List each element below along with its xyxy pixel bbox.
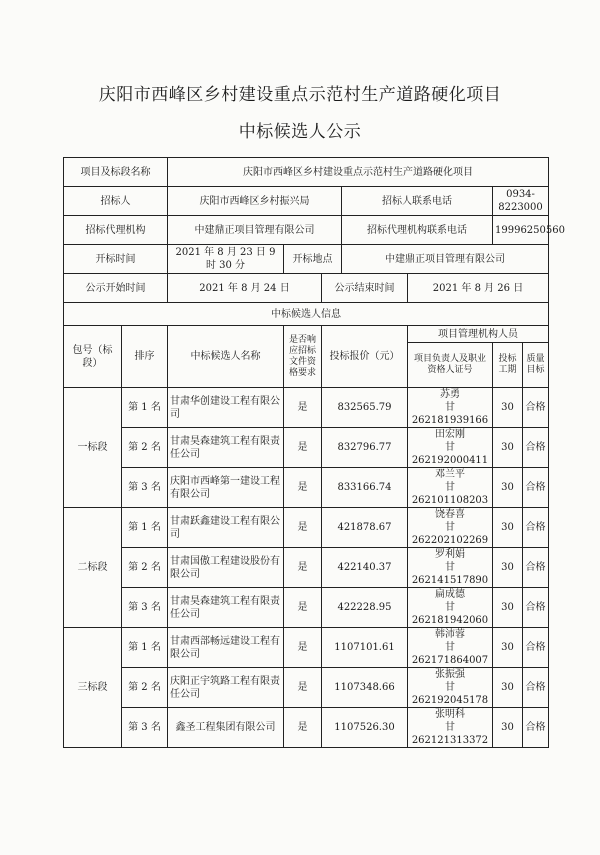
pm-cell bbox=[408, 588, 493, 628]
period-cell: 30 bbox=[493, 708, 523, 748]
quality-cell: 合格 bbox=[523, 428, 549, 468]
price-cell: 422228.95 bbox=[322, 588, 408, 628]
tenderer-value: 庆阳市西峰区乡村振兴局 bbox=[168, 187, 342, 216]
response-cell: 是 bbox=[284, 388, 322, 428]
response-cell: 是 bbox=[284, 508, 322, 548]
table-row bbox=[64, 428, 549, 468]
pm-cell bbox=[408, 428, 493, 468]
project-value: 庆阳市西峰区乡村建设重点示范村生产道路硬化项目 bbox=[168, 158, 549, 187]
quality-cell: 合格 bbox=[523, 708, 549, 748]
price-cell: 832565.79 bbox=[322, 388, 408, 428]
pm-cert: 甘 262171864007 bbox=[411, 642, 489, 666]
pm-cell bbox=[408, 388, 493, 428]
pm-name: 罗利娟 bbox=[435, 549, 465, 560]
price-cell: 421878.67 bbox=[322, 508, 408, 548]
pm-name: 饶春喜 bbox=[435, 509, 465, 520]
publicity-row bbox=[64, 274, 549, 303]
quality-cell: 合格 bbox=[523, 508, 549, 548]
header-pm-person: 项目负责人及职业资格人证号 bbox=[408, 343, 493, 388]
agent-phone-value: 19996250560 bbox=[493, 216, 549, 245]
header-period: 投标工期 bbox=[493, 343, 523, 388]
candidate-name: 鑫圣工程集团有限公司 bbox=[168, 708, 284, 748]
open-place-label: 开标地点 bbox=[284, 245, 342, 274]
pm-cert: 甘 262121313372 bbox=[411, 722, 489, 746]
rank-cell: 第 3 名 bbox=[122, 708, 168, 748]
pub-start-label: 公示开始时间 bbox=[64, 274, 168, 303]
rank-cell: 第 3 名 bbox=[122, 468, 168, 508]
header-quality: 质量目标 bbox=[523, 343, 549, 388]
lot-cell: 二标段 bbox=[64, 508, 122, 628]
column-header-row-1 bbox=[64, 326, 549, 343]
price-cell: 833166.74 bbox=[322, 468, 408, 508]
response-cell: 是 bbox=[284, 468, 322, 508]
period-cell: 30 bbox=[493, 468, 523, 508]
price-cell: 1107101.61 bbox=[322, 628, 408, 668]
section-title-row bbox=[64, 303, 549, 326]
pm-cert: 甘 262192045178 bbox=[411, 682, 489, 706]
header-price: 投标报价（元） bbox=[322, 326, 408, 388]
pm-cell bbox=[408, 468, 493, 508]
period-cell: 30 bbox=[493, 628, 523, 668]
agent-label: 招标代理机构 bbox=[64, 216, 168, 245]
header-response: 是否响应招标文件资格要求 bbox=[284, 326, 322, 388]
response-cell: 是 bbox=[284, 428, 322, 468]
response-cell: 是 bbox=[284, 588, 322, 628]
candidate-name: 甘肃国傲工程建设股份有限公司 bbox=[168, 548, 284, 588]
open-place-value: 中建鼎正项目管理有限公司 bbox=[342, 245, 549, 274]
pm-cell bbox=[408, 708, 493, 748]
tenderer-phone-label: 招标人联系电话 bbox=[342, 187, 493, 216]
rank-cell: 第 3 名 bbox=[122, 588, 168, 628]
price-cell: 422140.37 bbox=[322, 548, 408, 588]
pub-start-value: 2021 年 8 月 24 日 bbox=[168, 274, 322, 303]
pm-cert: 甘 262181939166 bbox=[411, 402, 489, 426]
candidate-name: 庆阳市西峰第一建设工程有限公司 bbox=[168, 468, 284, 508]
quality-cell: 合格 bbox=[523, 588, 549, 628]
response-cell: 是 bbox=[284, 708, 322, 748]
rank-cell: 第 2 名 bbox=[122, 428, 168, 468]
quality-cell: 合格 bbox=[523, 468, 549, 508]
period-cell: 30 bbox=[493, 508, 523, 548]
pm-cell bbox=[408, 508, 493, 548]
candidate-name: 庆阳正宇筑路工程有限责任公司 bbox=[168, 668, 284, 708]
pm-name: 张振强 bbox=[435, 669, 465, 680]
table-row bbox=[64, 628, 549, 668]
pm-name: 扁成德 bbox=[435, 589, 465, 600]
open-time-value: 2021 年 8 月 23 日 9 时 30 分 bbox=[168, 245, 284, 274]
rank-cell: 第 2 名 bbox=[122, 548, 168, 588]
period-cell: 30 bbox=[493, 428, 523, 468]
rank-cell: 第 1 名 bbox=[122, 388, 168, 428]
response-cell: 是 bbox=[284, 628, 322, 668]
agent-phone-label: 招标代理机构联系电话 bbox=[342, 216, 493, 245]
table-row bbox=[64, 588, 549, 628]
open-time-label: 开标时间 bbox=[64, 245, 168, 274]
pub-end-label: 公示结束时间 bbox=[322, 274, 408, 303]
period-cell: 30 bbox=[493, 588, 523, 628]
price-cell: 832796.77 bbox=[322, 428, 408, 468]
candidate-name: 甘肃昊森建筑工程有限责任公司 bbox=[168, 588, 284, 628]
quality-cell: 合格 bbox=[523, 548, 549, 588]
price-cell: 1107526.30 bbox=[322, 708, 408, 748]
pm-cell bbox=[408, 628, 493, 668]
rank-cell: 第 1 名 bbox=[122, 628, 168, 668]
pm-cell bbox=[408, 548, 493, 588]
table-row bbox=[64, 708, 549, 748]
candidate-name: 甘肃华创建设工程有限公司 bbox=[168, 388, 284, 428]
period-cell: 30 bbox=[493, 668, 523, 708]
table-row bbox=[64, 388, 549, 428]
pm-name: 邓兰平 bbox=[435, 469, 465, 480]
pm-name: 田宏刚 bbox=[435, 429, 465, 440]
rank-cell: 第 2 名 bbox=[122, 668, 168, 708]
price-cell: 1107348.66 bbox=[322, 668, 408, 708]
lot-cell: 三标段 bbox=[64, 628, 122, 748]
document-subtitle: 中标候选人公示 bbox=[238, 122, 362, 142]
project-label: 项目及标段名称 bbox=[64, 158, 168, 187]
quality-cell: 合格 bbox=[523, 668, 549, 708]
response-cell: 是 bbox=[284, 548, 322, 588]
pm-name: 韩沛蓉 bbox=[435, 629, 465, 640]
agent-value: 中建鼎正项目管理有限公司 bbox=[168, 216, 342, 245]
pm-cert: 甘 262192000411 bbox=[411, 442, 489, 466]
quality-cell: 合格 bbox=[523, 388, 549, 428]
candidate-name: 甘肃西部畅远建设工程有限公司 bbox=[168, 628, 284, 668]
table-row bbox=[64, 508, 549, 548]
pm-name: 苏勇 bbox=[440, 389, 460, 400]
section-title: 中标候选人信息 bbox=[64, 303, 549, 326]
candidate-name: 甘肃跃鑫建设工程有限公司 bbox=[168, 508, 284, 548]
table-row bbox=[64, 548, 549, 588]
quality-cell: 合格 bbox=[523, 628, 549, 668]
tenderer-row bbox=[64, 187, 549, 216]
header-pm-group: 项目管理机构人员 bbox=[408, 326, 549, 343]
pm-cert: 甘 262141517890 bbox=[411, 562, 489, 586]
pm-cert: 甘 262181942060 bbox=[411, 602, 489, 626]
announcement-table bbox=[63, 157, 565, 748]
pub-end-value: 2021 年 8 月 26 日 bbox=[408, 274, 549, 303]
lot-cell: 一标段 bbox=[64, 388, 122, 508]
period-cell: 30 bbox=[493, 548, 523, 588]
pm-name: 张明科 bbox=[435, 709, 465, 720]
project-row bbox=[64, 158, 549, 187]
header-rank: 排序 bbox=[122, 326, 168, 388]
open-time-row bbox=[64, 245, 549, 274]
pm-cert: 甘 262101108203 bbox=[411, 482, 489, 506]
period-cell: 30 bbox=[493, 388, 523, 428]
rank-cell: 第 1 名 bbox=[122, 508, 168, 548]
document-title: 庆阳市西峰区乡村建设重点示范村生产道路硬化项目 bbox=[98, 85, 502, 105]
candidate-name: 甘肃昊森建筑工程有限责任公司 bbox=[168, 428, 284, 468]
tenderer-label: 招标人 bbox=[64, 187, 168, 216]
table-row bbox=[64, 668, 549, 708]
response-cell: 是 bbox=[284, 668, 322, 708]
agent-row bbox=[64, 216, 549, 245]
tenderer-phone-value: 0934-8223000 bbox=[493, 187, 549, 216]
pm-cert: 甘 262202102269 bbox=[411, 522, 489, 546]
header-lot: 包号（标段） bbox=[64, 326, 122, 388]
pm-cell bbox=[408, 668, 493, 708]
table-row bbox=[64, 468, 549, 508]
header-name: 中标候选人名称 bbox=[168, 326, 284, 388]
